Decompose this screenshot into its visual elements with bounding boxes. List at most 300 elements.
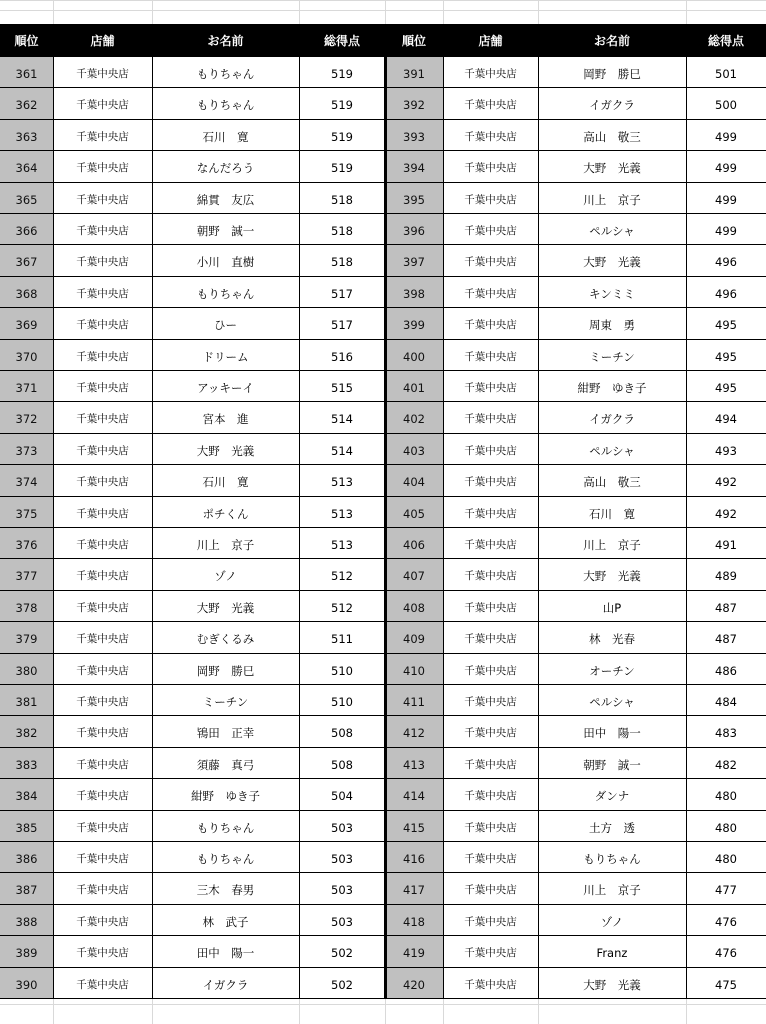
- right-store-cell[interactable]: 千葉中央店: [443, 308, 538, 339]
- column-divider: [299, 434, 300, 465]
- left-score-cell[interactable]: 503: [299, 811, 385, 842]
- right-name-cell[interactable]: イガクラ: [538, 88, 686, 119]
- column-divider: [686, 120, 687, 151]
- right-rank-cell[interactable]: 420: [385, 968, 443, 999]
- right-name-cell[interactable]: 川上 京子: [538, 873, 686, 904]
- right-store-cell[interactable]: 千葉中央店: [443, 120, 538, 151]
- left-rank-cell[interactable]: 390: [0, 968, 53, 999]
- left-score-cell[interactable]: 504: [299, 779, 385, 810]
- left-rank-cell[interactable]: 362: [0, 88, 53, 119]
- right-rank-cell[interactable]: 412: [385, 716, 443, 747]
- right-name-cell[interactable]: オーチン: [538, 654, 686, 685]
- left-store-cell[interactable]: 千葉中央店: [53, 465, 152, 496]
- right-rank-cell[interactable]: 399: [385, 308, 443, 339]
- block-divider: [384, 622, 387, 653]
- right-rank-cell[interactable]: 409: [385, 622, 443, 653]
- block-divider: [384, 88, 387, 119]
- right-name-cell[interactable]: 林 光春: [538, 622, 686, 653]
- left-rank-cell[interactable]: 361: [0, 57, 53, 88]
- right-score-cell[interactable]: 493: [686, 434, 766, 465]
- left-rank-cell[interactable]: 371: [0, 371, 53, 402]
- block-divider: [384, 151, 387, 182]
- right-rank-cell[interactable]: 403: [385, 434, 443, 465]
- left-score-cell[interactable]: 518: [299, 245, 385, 276]
- left-store-cell[interactable]: 千葉中央店: [53, 811, 152, 842]
- right-store-cell[interactable]: 千葉中央店: [443, 716, 538, 747]
- left-name-cell[interactable]: ゾノ: [152, 559, 299, 590]
- left-rank-cell[interactable]: 380: [0, 654, 53, 685]
- right-name-cell[interactable]: ダンナ: [538, 779, 686, 810]
- block-divider: [384, 842, 387, 873]
- right-store-cell[interactable]: 千葉中央店: [443, 465, 538, 496]
- header-name-left[interactable]: お名前: [207, 34, 244, 48]
- column-divider: [443, 968, 444, 999]
- right-name-cell[interactable]: 高山 敬三: [538, 120, 686, 151]
- right-store-cell[interactable]: 千葉中央店: [443, 402, 538, 433]
- right-rank-cell[interactable]: 411: [385, 685, 443, 716]
- right-rank-cell[interactable]: 398: [385, 277, 443, 308]
- left-score-cell[interactable]: 503: [299, 873, 385, 904]
- right-score-cell[interactable]: 476: [686, 905, 766, 936]
- left-rank-cell[interactable]: 379: [0, 622, 53, 653]
- right-score-cell[interactable]: 499: [686, 120, 766, 151]
- left-name-cell[interactable]: もりちゃん: [152, 277, 299, 308]
- left-rank-cell[interactable]: 388: [0, 905, 53, 936]
- column-divider: [538, 183, 539, 214]
- right-name-cell[interactable]: イガクラ: [538, 402, 686, 433]
- column-divider: [299, 968, 300, 999]
- column-divider: [299, 277, 300, 308]
- left-store-cell[interactable]: 千葉中央店: [53, 779, 152, 810]
- right-rank-cell[interactable]: 401: [385, 371, 443, 402]
- left-name-cell[interactable]: 大野 光義: [152, 434, 299, 465]
- right-score-cell[interactable]: 480: [686, 779, 766, 810]
- right-rank-cell[interactable]: 415: [385, 811, 443, 842]
- left-store-cell[interactable]: 千葉中央店: [53, 591, 152, 622]
- right-name-cell[interactable]: 高山 敬三: [538, 465, 686, 496]
- left-rank-cell[interactable]: 370: [0, 340, 53, 371]
- column-divider: [686, 559, 687, 590]
- block-divider: [384, 559, 387, 590]
- right-rank-cell[interactable]: 413: [385, 748, 443, 779]
- left-rank-cell[interactable]: 382: [0, 716, 53, 747]
- left-rank-cell[interactable]: 368: [0, 277, 53, 308]
- right-store-cell[interactable]: 千葉中央店: [443, 277, 538, 308]
- left-score-cell[interactable]: 518: [299, 214, 385, 245]
- right-score-cell[interactable]: 495: [686, 308, 766, 339]
- left-rank-cell[interactable]: 387: [0, 873, 53, 904]
- right-rank-cell[interactable]: 395: [385, 183, 443, 214]
- right-rank-cell[interactable]: 414: [385, 779, 443, 810]
- left-store-cell[interactable]: 千葉中央店: [53, 151, 152, 182]
- left-score-cell[interactable]: 503: [299, 905, 385, 936]
- right-score-cell[interactable]: 496: [686, 277, 766, 308]
- left-name-cell[interactable]: 須藤 真弓: [152, 748, 299, 779]
- right-rank-cell[interactable]: 402: [385, 402, 443, 433]
- left-score-cell[interactable]: 514: [299, 402, 385, 433]
- right-score-cell[interactable]: 480: [686, 811, 766, 842]
- right-rank-cell[interactable]: 394: [385, 151, 443, 182]
- left-store-cell[interactable]: 千葉中央店: [53, 245, 152, 276]
- right-rank-cell[interactable]: 407: [385, 559, 443, 590]
- left-score-cell[interactable]: 513: [299, 528, 385, 559]
- header-score-left[interactable]: 総得点: [323, 34, 360, 48]
- right-store-cell[interactable]: 千葉中央店: [443, 591, 538, 622]
- right-name-cell[interactable]: Franz: [538, 936, 686, 967]
- left-score-cell[interactable]: 512: [299, 559, 385, 590]
- left-name-cell[interactable]: 林 武子: [152, 905, 299, 936]
- left-score-cell[interactable]: 502: [299, 936, 385, 967]
- column-divider: [443, 716, 444, 747]
- right-rank-cell[interactable]: 400: [385, 340, 443, 371]
- left-name-cell[interactable]: 綿貫 友広: [152, 183, 299, 214]
- left-store-cell[interactable]: 千葉中央店: [53, 559, 152, 590]
- left-name-cell[interactable]: 石川 寛: [152, 120, 299, 151]
- left-score-cell[interactable]: 508: [299, 748, 385, 779]
- left-rank-cell[interactable]: 384: [0, 779, 53, 810]
- header-name-right[interactable]: お名前: [593, 34, 630, 48]
- right-score-cell[interactable]: 492: [686, 465, 766, 496]
- left-name-cell[interactable]: 紺野 ゆき子: [152, 779, 299, 810]
- left-store-cell[interactable]: 千葉中央店: [53, 340, 152, 371]
- left-name-cell[interactable]: 大野 光義: [152, 591, 299, 622]
- right-rank-cell[interactable]: 419: [385, 936, 443, 967]
- right-rank-cell[interactable]: 391: [385, 57, 443, 88]
- right-score-cell[interactable]: 487: [686, 591, 766, 622]
- right-store-cell[interactable]: 千葉中央店: [443, 214, 538, 245]
- right-rank-cell[interactable]: 408: [385, 591, 443, 622]
- left-score-cell[interactable]: 519: [299, 88, 385, 119]
- table-row: [0, 371, 766, 402]
- column-divider: [299, 183, 300, 214]
- left-store-cell[interactable]: 千葉中央店: [53, 873, 152, 904]
- header-row: [0, 24, 766, 57]
- block-divider: [384, 968, 387, 999]
- left-store-cell[interactable]: 千葉中央店: [53, 936, 152, 967]
- left-score-cell[interactable]: 516: [299, 340, 385, 371]
- column-divider: [538, 88, 539, 119]
- right-score-cell[interactable]: 484: [686, 685, 766, 716]
- right-rank-cell[interactable]: 416: [385, 842, 443, 873]
- right-rank-cell[interactable]: 406: [385, 528, 443, 559]
- right-score-cell[interactable]: 489: [686, 559, 766, 590]
- column-divider: [538, 528, 539, 559]
- column-divider: [538, 779, 539, 810]
- right-score-cell[interactable]: 496: [686, 245, 766, 276]
- right-rank-cell[interactable]: 405: [385, 497, 443, 528]
- right-rank-cell[interactable]: 417: [385, 873, 443, 904]
- column-divider: [686, 57, 687, 88]
- right-store-cell[interactable]: 千葉中央店: [443, 340, 538, 371]
- left-rank-cell[interactable]: 378: [0, 591, 53, 622]
- column-divider: [538, 748, 539, 779]
- right-store-cell[interactable]: 千葉中央店: [443, 57, 538, 88]
- left-rank-cell[interactable]: 389: [0, 936, 53, 967]
- column-divider: [152, 528, 153, 559]
- right-store-cell[interactable]: 千葉中央店: [443, 873, 538, 904]
- right-store-cell[interactable]: 千葉中央店: [443, 936, 538, 967]
- block-divider: [384, 591, 387, 622]
- right-store-cell[interactable]: 千葉中央店: [443, 88, 538, 119]
- right-score-cell[interactable]: 501: [686, 57, 766, 88]
- right-name-cell[interactable]: 田中 陽一: [538, 716, 686, 747]
- left-name-cell[interactable]: もりちゃん: [152, 57, 299, 88]
- right-name-cell[interactable]: 大野 光義: [538, 151, 686, 182]
- left-name-cell[interactable]: ドリーム: [152, 340, 299, 371]
- left-store-cell[interactable]: 千葉中央店: [53, 497, 152, 528]
- column-divider: [299, 842, 300, 873]
- right-name-cell[interactable]: ペルシャ: [538, 685, 686, 716]
- right-name-cell[interactable]: ゾノ: [538, 905, 686, 936]
- right-store-cell[interactable]: 千葉中央店: [443, 434, 538, 465]
- left-store-cell[interactable]: 千葉中央店: [53, 183, 152, 214]
- left-score-cell[interactable]: 502: [299, 968, 385, 999]
- column-divider: [152, 968, 153, 999]
- column-divider: [443, 811, 444, 842]
- left-store-cell[interactable]: 千葉中央店: [53, 308, 152, 339]
- left-rank-cell[interactable]: 385: [0, 811, 53, 842]
- left-name-cell[interactable]: アッキーイ: [152, 371, 299, 402]
- header-score-right[interactable]: 総得点: [707, 34, 744, 48]
- right-score-cell[interactable]: 475: [686, 968, 766, 999]
- right-score-cell[interactable]: 482: [686, 748, 766, 779]
- right-score-cell[interactable]: 483: [686, 716, 766, 747]
- right-name-cell[interactable]: 周東 勇: [538, 308, 686, 339]
- right-store-cell[interactable]: 千葉中央店: [443, 183, 538, 214]
- left-score-cell[interactable]: 503: [299, 842, 385, 873]
- right-store-cell[interactable]: 千葉中央店: [443, 748, 538, 779]
- right-store-cell[interactable]: 千葉中央店: [443, 842, 538, 873]
- right-store-cell[interactable]: 千葉中央店: [443, 685, 538, 716]
- right-score-cell[interactable]: 491: [686, 528, 766, 559]
- block-divider: [384, 340, 387, 371]
- left-name-cell[interactable]: 鴇田 正幸: [152, 716, 299, 747]
- right-rank-cell[interactable]: 393: [385, 120, 443, 151]
- left-name-cell[interactable]: ポチくん: [152, 497, 299, 528]
- right-score-cell[interactable]: 495: [686, 371, 766, 402]
- left-rank-cell[interactable]: 369: [0, 308, 53, 339]
- left-score-cell[interactable]: 514: [299, 434, 385, 465]
- table-row: [0, 245, 766, 276]
- column-divider: [152, 151, 153, 182]
- column-divider: [538, 308, 539, 339]
- left-rank-cell[interactable]: 377: [0, 559, 53, 590]
- left-score-cell[interactable]: 517: [299, 277, 385, 308]
- right-score-cell[interactable]: 477: [686, 873, 766, 904]
- right-rank-cell[interactable]: 396: [385, 214, 443, 245]
- column-divider: [686, 497, 687, 528]
- right-store-cell[interactable]: 千葉中央店: [443, 559, 538, 590]
- left-store-cell[interactable]: 千葉中央店: [53, 371, 152, 402]
- left-name-cell[interactable]: 宮本 進: [152, 402, 299, 433]
- column-divider: [538, 497, 539, 528]
- right-score-cell[interactable]: 492: [686, 497, 766, 528]
- left-rank-cell[interactable]: 367: [0, 245, 53, 276]
- table-row: [0, 528, 766, 559]
- left-store-cell[interactable]: 千葉中央店: [53, 748, 152, 779]
- left-store-cell[interactable]: 千葉中央店: [53, 654, 152, 685]
- left-rank-cell[interactable]: 363: [0, 120, 53, 151]
- left-name-cell[interactable]: なんだろう: [152, 151, 299, 182]
- left-score-cell[interactable]: 517: [299, 308, 385, 339]
- left-rank-cell[interactable]: 365: [0, 183, 53, 214]
- left-store-cell[interactable]: 千葉中央店: [53, 968, 152, 999]
- left-rank-cell[interactable]: 366: [0, 214, 53, 245]
- right-score-cell[interactable]: 494: [686, 402, 766, 433]
- block-divider: [384, 716, 387, 747]
- right-name-cell[interactable]: 朝野 誠一: [538, 748, 686, 779]
- left-name-cell[interactable]: 朝野 誠一: [152, 214, 299, 245]
- left-score-cell[interactable]: 512: [299, 591, 385, 622]
- left-score-cell[interactable]: 519: [299, 57, 385, 88]
- left-score-cell[interactable]: 518: [299, 183, 385, 214]
- left-name-cell[interactable]: 石川 寛: [152, 465, 299, 496]
- column-divider: [686, 308, 687, 339]
- right-name-cell[interactable]: もりちゃん: [538, 842, 686, 873]
- column-divider: [152, 57, 153, 88]
- left-store-cell[interactable]: 千葉中央店: [53, 716, 152, 747]
- right-store-cell[interactable]: 千葉中央店: [443, 245, 538, 276]
- left-score-cell[interactable]: 519: [299, 120, 385, 151]
- right-store-cell[interactable]: 千葉中央店: [443, 654, 538, 685]
- right-name-cell[interactable]: ペルシャ: [538, 434, 686, 465]
- left-rank-cell[interactable]: 375: [0, 497, 53, 528]
- right-store-cell[interactable]: 千葉中央店: [443, 779, 538, 810]
- right-score-cell[interactable]: 499: [686, 214, 766, 245]
- right-score-cell[interactable]: 487: [686, 622, 766, 653]
- left-name-cell[interactable]: ミーチン: [152, 685, 299, 716]
- right-name-cell[interactable]: 大野 光義: [538, 968, 686, 999]
- left-rank-cell[interactable]: 373: [0, 434, 53, 465]
- right-store-cell[interactable]: 千葉中央店: [443, 968, 538, 999]
- column-divider: [686, 654, 687, 685]
- left-store-cell[interactable]: 千葉中央店: [53, 528, 152, 559]
- left-score-cell[interactable]: 513: [299, 497, 385, 528]
- left-name-cell[interactable]: 岡野 勝巳: [152, 654, 299, 685]
- right-name-cell[interactable]: 石川 寛: [538, 497, 686, 528]
- right-store-cell[interactable]: 千葉中央店: [443, 528, 538, 559]
- column-divider: [299, 151, 300, 182]
- left-rank-cell[interactable]: 376: [0, 528, 53, 559]
- left-rank-cell[interactable]: 386: [0, 842, 53, 873]
- right-score-cell[interactable]: 499: [686, 183, 766, 214]
- left-name-cell[interactable]: 小川 直樹: [152, 245, 299, 276]
- left-rank-cell[interactable]: 381: [0, 685, 53, 716]
- right-store-cell[interactable]: 千葉中央店: [443, 371, 538, 402]
- right-name-cell[interactable]: 大野 光義: [538, 245, 686, 276]
- left-store-cell[interactable]: 千葉中央店: [53, 434, 152, 465]
- table-row: [0, 308, 766, 339]
- right-name-cell[interactable]: 土方 透: [538, 811, 686, 842]
- right-score-cell[interactable]: 480: [686, 842, 766, 873]
- right-name-cell[interactable]: キンミミ: [538, 277, 686, 308]
- header-store-left[interactable]: 店舗: [90, 34, 115, 48]
- left-name-cell[interactable]: もりちゃん: [152, 88, 299, 119]
- right-store-cell[interactable]: 千葉中央店: [443, 622, 538, 653]
- right-name-cell[interactable]: 岡野 勝巳: [538, 57, 686, 88]
- left-score-cell[interactable]: 508: [299, 716, 385, 747]
- left-rank-cell[interactable]: 372: [0, 402, 53, 433]
- right-name-cell[interactable]: 川上 京子: [538, 528, 686, 559]
- right-store-cell[interactable]: 千葉中央店: [443, 497, 538, 528]
- column-divider: [686, 371, 687, 402]
- left-store-cell[interactable]: 千葉中央店: [53, 905, 152, 936]
- right-score-cell[interactable]: 499: [686, 151, 766, 182]
- left-store-cell[interactable]: 千葉中央店: [53, 88, 152, 119]
- right-store-cell[interactable]: 千葉中央店: [443, 151, 538, 182]
- right-score-cell[interactable]: 486: [686, 654, 766, 685]
- left-name-cell[interactable]: 三木 春男: [152, 873, 299, 904]
- left-name-cell[interactable]: 川上 京子: [152, 528, 299, 559]
- left-score-cell[interactable]: 519: [299, 151, 385, 182]
- left-score-cell[interactable]: 510: [299, 654, 385, 685]
- column-divider: [686, 905, 687, 936]
- left-score-cell[interactable]: 515: [299, 371, 385, 402]
- right-rank-cell[interactable]: 410: [385, 654, 443, 685]
- left-name-cell[interactable]: 田中 陽一: [152, 936, 299, 967]
- right-name-cell[interactable]: 山P: [538, 591, 686, 622]
- column-divider: [538, 968, 539, 999]
- right-score-cell[interactable]: 495: [686, 340, 766, 371]
- left-score-cell[interactable]: 513: [299, 465, 385, 496]
- left-name-cell[interactable]: ひー: [152, 308, 299, 339]
- left-store-cell[interactable]: 千葉中央店: [53, 57, 152, 88]
- right-score-cell[interactable]: 500: [686, 88, 766, 119]
- right-rank-cell[interactable]: 418: [385, 905, 443, 936]
- left-store-cell[interactable]: 千葉中央店: [53, 842, 152, 873]
- left-name-cell[interactable]: もりちゃん: [152, 842, 299, 873]
- right-rank-cell[interactable]: 392: [385, 88, 443, 119]
- left-name-cell[interactable]: イガクラ: [152, 968, 299, 999]
- right-name-cell[interactable]: ミーチン: [538, 340, 686, 371]
- column-divider: [152, 245, 153, 276]
- left-store-cell[interactable]: 千葉中央店: [53, 277, 152, 308]
- right-name-cell[interactable]: ペルシャ: [538, 214, 686, 245]
- left-name-cell[interactable]: むぎくるみ: [152, 622, 299, 653]
- left-store-cell[interactable]: 千葉中央店: [53, 622, 152, 653]
- right-name-cell[interactable]: 大野 光義: [538, 559, 686, 590]
- header-rank-right[interactable]: 順位: [401, 34, 426, 48]
- left-store-cell[interactable]: 千葉中央店: [53, 685, 152, 716]
- left-store-cell[interactable]: 千葉中央店: [53, 402, 152, 433]
- table-row: [0, 465, 766, 496]
- left-rank-cell[interactable]: 364: [0, 151, 53, 182]
- right-store-cell[interactable]: 千葉中央店: [443, 905, 538, 936]
- left-store-cell[interactable]: 千葉中央店: [53, 120, 152, 151]
- column-divider: [686, 873, 687, 904]
- left-store-cell[interactable]: 千葉中央店: [53, 214, 152, 245]
- column-divider: [53, 308, 54, 339]
- left-score-cell[interactable]: 510: [299, 685, 385, 716]
- right-rank-cell[interactable]: 397: [385, 245, 443, 276]
- right-name-cell[interactable]: 川上 京子: [538, 183, 686, 214]
- left-name-cell[interactable]: もりちゃん: [152, 811, 299, 842]
- header-store-right[interactable]: 店舗: [478, 34, 503, 48]
- right-name-cell[interactable]: 紺野 ゆき子: [538, 371, 686, 402]
- right-score-cell[interactable]: 476: [686, 936, 766, 967]
- right-rank-cell[interactable]: 404: [385, 465, 443, 496]
- left-rank-cell[interactable]: 383: [0, 748, 53, 779]
- table-row: [0, 873, 766, 904]
- column-divider: [443, 371, 444, 402]
- column-divider: [686, 465, 687, 496]
- block-divider: [384, 811, 387, 842]
- left-rank-cell[interactable]: 374: [0, 465, 53, 496]
- left-score-cell[interactable]: 511: [299, 622, 385, 653]
- header-rank-left[interactable]: 順位: [14, 34, 39, 48]
- right-store-cell[interactable]: 千葉中央店: [443, 811, 538, 842]
- column-divider: [299, 591, 300, 622]
